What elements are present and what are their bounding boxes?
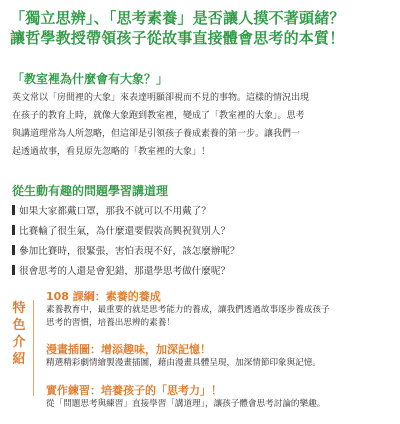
feature-desc-line: 素養教育中，最重要的就是思考能力的養成，讓我們透過故事逐步養成孩子 (46, 305, 330, 315)
section-1-title: 「教室裡為什麼會有大象？」 (12, 72, 169, 86)
question-item (12, 220, 388, 240)
bullet-bar-icon (12, 225, 15, 235)
body-line: 起透過故事，看見原先忽略的「教室裡的大象」！ (12, 147, 211, 157)
question-item (12, 260, 388, 280)
headline-line-1: 「獨立思辨」、「思考素養」是否讓人摸不著頭緒？ (10, 9, 345, 27)
side-label-char: 色 (12, 318, 26, 333)
features-section (6, 286, 392, 416)
section-2-title: 從生動有趣的問題學習講道理 (12, 184, 169, 198)
body-line: 在孩子的教育上時，就像大象跑到教室裡，變成了「教室裡的大象」。思考 (12, 111, 305, 121)
headline (10, 8, 390, 48)
question-text: 很會思考的人還是會犯錯，那還學思考做什麼呢？ (19, 266, 231, 277)
question-text: 如果大家都戴口罩，那我不就可以不用戴了？ (19, 206, 211, 217)
bullet-bar-icon (12, 205, 15, 215)
side-label-char: 介 (12, 335, 26, 350)
feature-item (46, 290, 392, 330)
bullet-bar-icon (12, 265, 15, 275)
feature-title: 108 課綱：素養的養成 (46, 290, 161, 303)
body-line: 英文常以「房間裡的大象」來表達明顯卻視而不見的事物。這樣的情況出現 (12, 93, 310, 103)
section-1-body (12, 89, 388, 161)
side-label-char: 特 (12, 301, 26, 316)
question-list (12, 200, 388, 280)
question-item (12, 200, 388, 220)
side-label-char: 紹 (12, 352, 26, 367)
question-item (12, 240, 388, 260)
features-side-label (6, 300, 32, 368)
feature-desc-line: 從「問題思考與練習」直接學習「講道理」，讓孩子體會思考討論的樂趣。 (46, 399, 326, 409)
question-text: 比賽輸了很生氣，為什麼還要假裝高興祝賀別人？ (19, 226, 231, 237)
feature-item (46, 343, 392, 370)
feature-desc-line: 思考的習慣，培養出思辨的素養！ (46, 318, 175, 328)
feature-title: 漫畫插圖：增添趣味，加深記憶！ (46, 343, 211, 356)
bullet-bar-icon (12, 245, 15, 255)
body-line: 與講道理常為人所忽略，但這卻是引領孩子養成素養的第一步。讓我們一 (12, 129, 301, 139)
feature-desc-line: 精選精彩劇情繪製漫畫插圖，藉由漫畫具體呈現，加深情節印象與記憶。 (46, 358, 322, 368)
headline-line-2: 讓哲學教授帶領孩子從故事直接體會思考的本質！ (10, 29, 345, 47)
feature-item (46, 384, 392, 411)
question-text: 參加比賽時，很緊張，害怕表現不好，該怎麼辦呢？ (19, 246, 240, 257)
feature-title: 實作練習：培養孩子的「思考力」！ (46, 384, 222, 397)
